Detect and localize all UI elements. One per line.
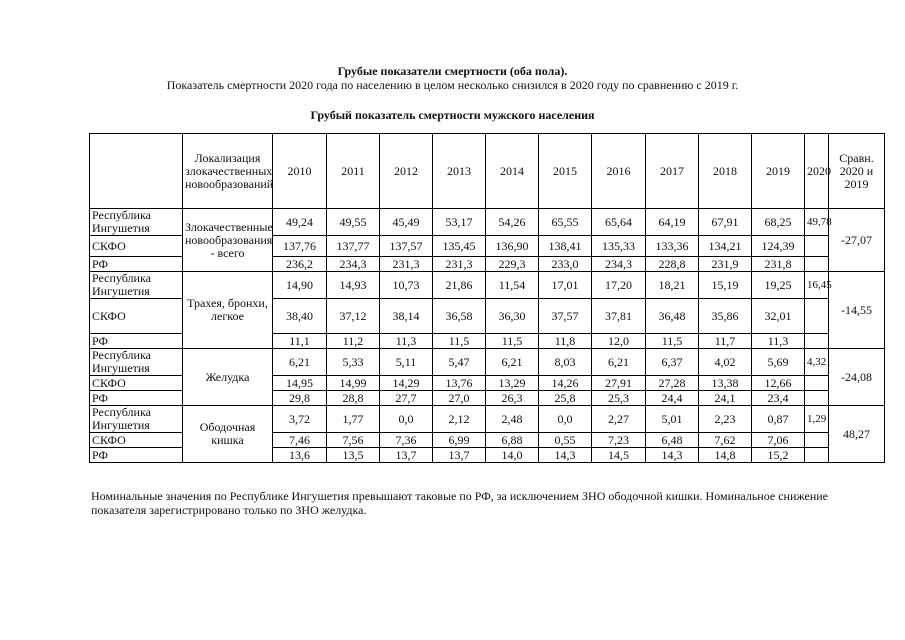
value-cell: 17,20 bbox=[592, 272, 646, 299]
compare-cell: -27,07 bbox=[829, 209, 885, 272]
value-cell: 14,3 bbox=[539, 448, 592, 463]
value-cell: 6,48 bbox=[646, 433, 699, 448]
value-cell: 14,8 bbox=[699, 448, 752, 463]
value-cell: 49,78 bbox=[805, 209, 829, 236]
value-cell: 234,3 bbox=[592, 257, 646, 272]
value-cell: 2,27 bbox=[592, 406, 646, 433]
region-cell: РФ bbox=[90, 257, 183, 272]
value-cell: 27,91 bbox=[592, 376, 646, 391]
value-cell bbox=[805, 334, 829, 349]
value-cell: 11,7 bbox=[699, 334, 752, 349]
header-localization: Локализация злокачественных новообразований bbox=[183, 134, 273, 209]
value-cell: 137,57 bbox=[380, 236, 433, 257]
value-cell bbox=[805, 391, 829, 406]
header-year-2019: 2019 bbox=[752, 134, 805, 209]
value-cell: 11,3 bbox=[752, 334, 805, 349]
value-cell: 13,5 bbox=[327, 448, 380, 463]
value-cell: 14,26 bbox=[539, 376, 592, 391]
value-cell: 14,93 bbox=[327, 272, 380, 299]
value-cell bbox=[805, 257, 829, 272]
value-cell: 25,3 bbox=[592, 391, 646, 406]
value-cell: 14,99 bbox=[327, 376, 380, 391]
value-cell: 0,0 bbox=[380, 406, 433, 433]
value-cell: 3,72 bbox=[273, 406, 327, 433]
localization-cell: Ободочная кишка bbox=[183, 406, 273, 463]
value-cell: 7,46 bbox=[273, 433, 327, 448]
value-cell: 15,2 bbox=[752, 448, 805, 463]
value-cell: 0,55 bbox=[539, 433, 592, 448]
value-cell: 4,02 bbox=[699, 349, 752, 376]
value-cell: 6,99 bbox=[433, 433, 486, 448]
value-cell: 2,23 bbox=[699, 406, 752, 433]
value-cell: 27,7 bbox=[380, 391, 433, 406]
value-cell: 14,29 bbox=[380, 376, 433, 391]
value-cell: 45,49 bbox=[380, 209, 433, 236]
localization-cell: Злокачественные новообразования - всего bbox=[183, 209, 273, 272]
value-cell: 36,48 bbox=[646, 299, 699, 334]
value-cell: 65,55 bbox=[539, 209, 592, 236]
value-cell: 5,33 bbox=[327, 349, 380, 376]
value-cell: 13,6 bbox=[273, 448, 327, 463]
compare-cell: -14,55 bbox=[829, 272, 885, 349]
value-cell: 6,21 bbox=[592, 349, 646, 376]
value-cell: 7,62 bbox=[699, 433, 752, 448]
value-cell: 68,25 bbox=[752, 209, 805, 236]
header-year-2013: 2013 bbox=[433, 134, 486, 209]
header-year-2011: 2011 bbox=[327, 134, 380, 209]
value-cell: 7,23 bbox=[592, 433, 646, 448]
table-row bbox=[90, 349, 885, 376]
value-cell: 231,8 bbox=[752, 257, 805, 272]
value-cell: 13,7 bbox=[433, 448, 486, 463]
value-cell: 17,01 bbox=[539, 272, 592, 299]
table-header-row bbox=[90, 134, 885, 209]
value-cell: 2,12 bbox=[433, 406, 486, 433]
compare-cell: -24,08 bbox=[829, 349, 885, 406]
value-cell: 6,37 bbox=[646, 349, 699, 376]
region-cell: СКФО bbox=[90, 236, 183, 257]
header-year-2015: 2015 bbox=[539, 134, 592, 209]
localization-cell: Желудка bbox=[183, 349, 273, 406]
region-cell: Республика Ингушетия bbox=[90, 272, 183, 299]
region-cell: РФ bbox=[90, 448, 183, 463]
value-cell: 136,90 bbox=[486, 236, 539, 257]
value-cell: 26,3 bbox=[486, 391, 539, 406]
header-region-cell bbox=[90, 134, 183, 209]
value-cell: 11,3 bbox=[380, 334, 433, 349]
table-row bbox=[90, 272, 885, 299]
value-cell: 28,8 bbox=[327, 391, 380, 406]
value-cell: 0,87 bbox=[752, 406, 805, 433]
value-cell: 5,01 bbox=[646, 406, 699, 433]
value-cell: 65,64 bbox=[592, 209, 646, 236]
value-cell: 0,0 bbox=[539, 406, 592, 433]
value-cell: 14,95 bbox=[273, 376, 327, 391]
value-cell: 16,45 bbox=[805, 272, 829, 299]
value-cell: 14,90 bbox=[273, 272, 327, 299]
value-cell: 14,5 bbox=[592, 448, 646, 463]
localization-cell: Трахея, бронхи, легкое bbox=[183, 272, 273, 349]
value-cell: 134,21 bbox=[699, 236, 752, 257]
value-cell: 35,86 bbox=[699, 299, 752, 334]
value-cell: 11,8 bbox=[539, 334, 592, 349]
value-cell: 229,3 bbox=[486, 257, 539, 272]
mortality-table bbox=[89, 133, 885, 463]
region-cell: РФ bbox=[90, 391, 183, 406]
value-cell: 1,29 bbox=[805, 406, 829, 433]
value-cell: 36,30 bbox=[486, 299, 539, 334]
value-cell: 64,19 bbox=[646, 209, 699, 236]
document-title: Грубые показатели смертности (оба пола). bbox=[337, 64, 568, 78]
header-year-2016: 2016 bbox=[592, 134, 646, 209]
value-cell: 24,1 bbox=[699, 391, 752, 406]
table-body bbox=[90, 209, 885, 463]
value-cell: 231,3 bbox=[433, 257, 486, 272]
header-year-2014: 2014 bbox=[486, 134, 539, 209]
value-cell: 49,55 bbox=[327, 209, 380, 236]
header-year-2018: 2018 bbox=[699, 134, 752, 209]
value-cell: 5,47 bbox=[433, 349, 486, 376]
value-cell: 5,11 bbox=[380, 349, 433, 376]
value-cell bbox=[805, 299, 829, 334]
value-cell: 6,21 bbox=[486, 349, 539, 376]
value-cell: 7,06 bbox=[752, 433, 805, 448]
value-cell: 67,91 bbox=[699, 209, 752, 236]
value-cell: 236,2 bbox=[273, 257, 327, 272]
value-cell: 228,8 bbox=[646, 257, 699, 272]
footnote: Номинальные значения по Республике Ингушетия превышают таковые по РФ, за исключением ЗНО ободочной кишки. Номинальное снижение показателя зарегистрировано только по ЗНО желудка. bbox=[91, 489, 829, 517]
value-cell: 36,58 bbox=[433, 299, 486, 334]
value-cell: 138,41 bbox=[539, 236, 592, 257]
value-cell: 7,56 bbox=[327, 433, 380, 448]
value-cell: 29,8 bbox=[273, 391, 327, 406]
region-cell: СКФО bbox=[90, 433, 183, 448]
value-cell: 38,14 bbox=[380, 299, 433, 334]
value-cell: 37,81 bbox=[592, 299, 646, 334]
region-cell: Республика Ингушетия bbox=[90, 349, 183, 376]
value-cell: 124,39 bbox=[752, 236, 805, 257]
value-cell: 18,21 bbox=[646, 272, 699, 299]
value-cell: 231,3 bbox=[380, 257, 433, 272]
value-cell: 7,36 bbox=[380, 433, 433, 448]
value-cell: 135,45 bbox=[433, 236, 486, 257]
value-cell bbox=[805, 236, 829, 257]
value-cell: 10,73 bbox=[380, 272, 433, 299]
value-cell: 137,76 bbox=[273, 236, 327, 257]
value-cell: 11,2 bbox=[327, 334, 380, 349]
value-cell: 12,0 bbox=[592, 334, 646, 349]
region-cell: Республика Ингушетия bbox=[90, 406, 183, 433]
value-cell: 37,57 bbox=[539, 299, 592, 334]
value-cell bbox=[805, 376, 829, 391]
value-cell bbox=[805, 448, 829, 463]
region-cell: Республика Ингушетия bbox=[90, 209, 183, 236]
value-cell: 14,0 bbox=[486, 448, 539, 463]
value-cell: 11,54 bbox=[486, 272, 539, 299]
value-cell: 13,7 bbox=[380, 448, 433, 463]
value-cell: 231,9 bbox=[699, 257, 752, 272]
value-cell: 13,76 bbox=[433, 376, 486, 391]
value-cell: 137,77 bbox=[327, 236, 380, 257]
value-cell bbox=[805, 433, 829, 448]
value-cell: 234,3 bbox=[327, 257, 380, 272]
value-cell: 1,77 bbox=[327, 406, 380, 433]
table-row bbox=[90, 406, 885, 433]
compare-cell: 48,27 bbox=[829, 406, 885, 463]
value-cell: 12,66 bbox=[752, 376, 805, 391]
value-cell: 135,33 bbox=[592, 236, 646, 257]
value-cell: 21,86 bbox=[433, 272, 486, 299]
document-subtitle: Показатель смертности 2020 года по населению в целом несколько снизился в 2020 году по сравнению с 2019 г. bbox=[166, 78, 739, 92]
value-cell: 2,48 bbox=[486, 406, 539, 433]
value-cell: 19,25 bbox=[752, 272, 805, 299]
header-year-2012: 2012 bbox=[380, 134, 433, 209]
value-cell: 38,40 bbox=[273, 299, 327, 334]
value-cell: 13,29 bbox=[486, 376, 539, 391]
value-cell: 233,0 bbox=[539, 257, 592, 272]
value-cell: 32,01 bbox=[752, 299, 805, 334]
table-row bbox=[90, 209, 885, 236]
region-cell: РФ bbox=[90, 334, 183, 349]
table-title: Грубый показатель смертности мужского населения bbox=[310, 108, 595, 122]
value-cell: 27,28 bbox=[646, 376, 699, 391]
value-cell: 53,17 bbox=[433, 209, 486, 236]
value-cell: 5,69 bbox=[752, 349, 805, 376]
header-year-2020: 2020 bbox=[805, 134, 829, 209]
value-cell: 49,24 bbox=[273, 209, 327, 236]
header-compare: Сравн. 2020 и 2019 bbox=[829, 134, 885, 209]
region-cell: СКФО bbox=[90, 299, 183, 334]
region-cell: СКФО bbox=[90, 376, 183, 391]
value-cell: 23,4 bbox=[752, 391, 805, 406]
value-cell: 54,26 bbox=[486, 209, 539, 236]
value-cell: 11,5 bbox=[646, 334, 699, 349]
value-cell: 25,8 bbox=[539, 391, 592, 406]
value-cell: 27,0 bbox=[433, 391, 486, 406]
value-cell: 6,21 bbox=[273, 349, 327, 376]
value-cell: 11,5 bbox=[486, 334, 539, 349]
value-cell: 133,36 bbox=[646, 236, 699, 257]
value-cell: 8,03 bbox=[539, 349, 592, 376]
value-cell: 15,19 bbox=[699, 272, 752, 299]
value-cell: 4,32 bbox=[805, 349, 829, 376]
value-cell: 13,38 bbox=[699, 376, 752, 391]
value-cell: 14,3 bbox=[646, 448, 699, 463]
header-year-2017: 2017 bbox=[646, 134, 699, 209]
value-cell: 11,1 bbox=[273, 334, 327, 349]
header-year-2010: 2010 bbox=[273, 134, 327, 209]
value-cell: 37,12 bbox=[327, 299, 380, 334]
value-cell: 6,88 bbox=[486, 433, 539, 448]
value-cell: 11,5 bbox=[433, 334, 486, 349]
value-cell: 24,4 bbox=[646, 391, 699, 406]
